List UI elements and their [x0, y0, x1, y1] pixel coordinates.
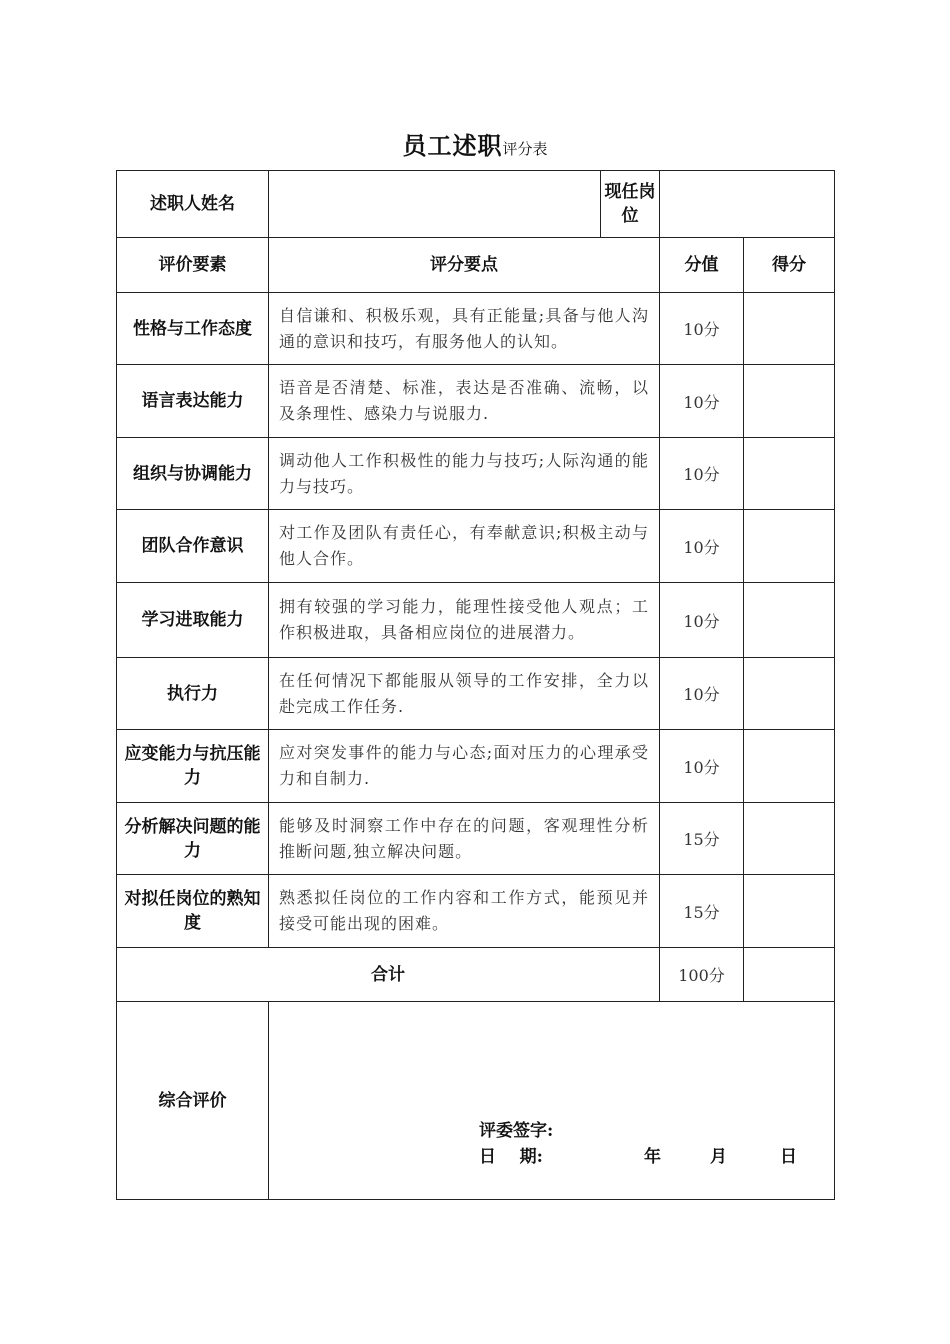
total-label: 合计 [117, 948, 660, 1002]
form-title [0, 126, 950, 169]
row-value: 10分 [660, 583, 744, 658]
date-month: 月 [710, 1146, 727, 1167]
evaluation-content [269, 1003, 834, 1199]
form-title-main: 员工述职 [402, 131, 503, 160]
date-line [479, 1144, 797, 1170]
row-score-field[interactable] [744, 875, 835, 948]
row-score-field[interactable] [744, 658, 835, 730]
evaluation-row [117, 1002, 835, 1200]
column-header-row [117, 238, 835, 293]
row-value: 15分 [660, 875, 744, 948]
row-score-field[interactable] [744, 803, 835, 875]
column-header-value: 分值 [660, 238, 744, 293]
header-row [117, 171, 835, 238]
table-row [117, 875, 835, 948]
date-day: 日 [780, 1146, 797, 1167]
position-label: 现任岗位 [601, 171, 660, 238]
row-factor: 分析解决问题的能力 [117, 803, 269, 875]
row-factor: 学习进取能力 [117, 583, 269, 658]
row-points: 熟悉拟任岗位的工作内容和工作方式，能预见并接受可能出现的困难。 [269, 875, 660, 948]
row-factor: 执行力 [117, 658, 269, 730]
column-header-factor: 评价要素 [117, 238, 269, 293]
row-score-field[interactable] [744, 730, 835, 803]
table-row [117, 730, 835, 803]
row-points: 在任何情况下都能服从领导的工作安排，全力以赴完成工作任务. [269, 658, 660, 730]
total-row [117, 948, 835, 1002]
row-factor: 语言表达能力 [117, 365, 269, 438]
row-value: 10分 [660, 658, 744, 730]
form-title-sub: 评分表 [502, 140, 548, 158]
signature-block [479, 1118, 797, 1170]
row-points: 能够及时洞察工作中存在的问题，客观理性分析推断问题,独立解决问题。 [269, 803, 660, 875]
date-year: 年 [644, 1146, 661, 1167]
table-row [117, 658, 835, 730]
row-value: 10分 [660, 293, 744, 365]
table-row [117, 803, 835, 875]
row-value: 10分 [660, 365, 744, 438]
row-value: 10分 [660, 510, 744, 583]
row-score-field[interactable] [744, 583, 835, 658]
total-value: 100分 [660, 948, 744, 1002]
row-score-field[interactable] [744, 293, 835, 365]
row-value: 10分 [660, 730, 744, 803]
row-value: 15分 [660, 803, 744, 875]
table-row [117, 510, 835, 583]
row-score-field[interactable] [744, 365, 835, 438]
name-field[interactable] [269, 171, 601, 238]
row-factor: 应变能力与抗压能力 [117, 730, 269, 803]
evaluation-label: 综合评价 [117, 1002, 269, 1200]
row-points: 应对突发事件的能力与心态;面对压力的心理承受力和自制力. [269, 730, 660, 803]
row-points: 调动他人工作积极性的能力与技巧;人际沟通的能力与技巧。 [269, 438, 660, 510]
row-factor: 团队合作意识 [117, 510, 269, 583]
row-points: 对工作及团队有责任心，有奉献意识;积极主动与他人合作。 [269, 510, 660, 583]
row-points: 自信谦和、积极乐观，具有正能量;具备与他人沟通的意识和技巧，有服务他人的认知。 [269, 293, 660, 365]
column-header-score: 得分 [744, 238, 835, 293]
row-score-field[interactable] [744, 510, 835, 583]
row-factor: 组织与协调能力 [117, 438, 269, 510]
total-score-field[interactable] [744, 948, 835, 1002]
table-row [117, 293, 835, 365]
table-row [117, 438, 835, 510]
evaluation-table [116, 170, 835, 1200]
evaluation-field[interactable] [269, 1002, 835, 1200]
table-row [117, 583, 835, 658]
row-points: 拥有较强的学习能力，能理性接受他人观点；工作积极进取，具备相应岗位的进展潜力。 [269, 583, 660, 658]
row-score-field[interactable] [744, 438, 835, 510]
column-header-points: 评分要点 [269, 238, 660, 293]
row-value: 10分 [660, 438, 744, 510]
row-points: 语音是否清楚、标准，表达是否准确、流畅，以及条理性、感染力与说服力. [269, 365, 660, 438]
table-row [117, 365, 835, 438]
signer-label: 评委签字: [479, 1120, 554, 1141]
name-label: 述职人姓名 [117, 171, 269, 238]
row-factor: 性格与工作态度 [117, 293, 269, 365]
date-label: 日 期: [479, 1146, 543, 1167]
position-field[interactable] [660, 171, 835, 238]
row-factor: 对拟任岗位的熟知度 [117, 875, 269, 948]
